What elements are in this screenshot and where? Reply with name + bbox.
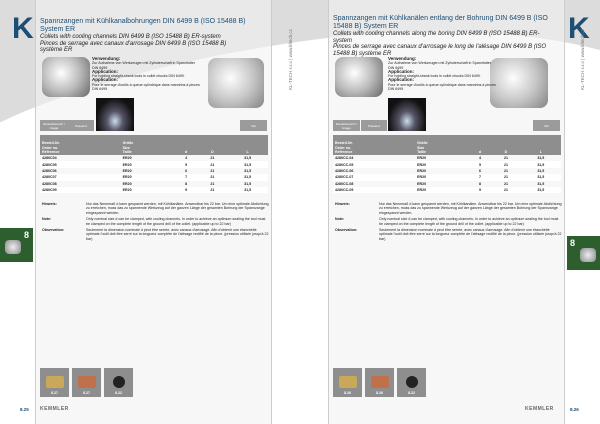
D-value: 21 (491, 161, 520, 167)
col-size: Größe Size Taille (415, 135, 469, 155)
d-value: 9 (175, 187, 198, 193)
d-value: 5 (175, 161, 198, 167)
D-value: 21 (210, 168, 215, 173)
order-number: 4280CC-08 (335, 181, 354, 186)
size: ER20 (417, 181, 427, 186)
L-value: 31,5 (537, 156, 545, 161)
D-value: 21 (491, 187, 520, 193)
notes-section (335, 202, 563, 243)
usage-heading: Application: (388, 77, 414, 83)
accessory-link[interactable]: 8.22 (104, 368, 133, 397)
order-number: 4280CC-07 (333, 174, 415, 180)
L-value: 31,5 (521, 187, 561, 193)
label-note: Note: (42, 217, 52, 222)
label-note: Note: (335, 217, 345, 222)
L-value: 31,5 (244, 181, 252, 186)
d-value: 6 (478, 168, 481, 173)
usage-desc: Pour le serrage d'outils à queue cylindrique dans mandrins à pinces DIN 6499. (388, 82, 496, 92)
collet-drawing (490, 58, 548, 108)
title-fr: Pinces de serrage avec canaux d'arrosage le long de l'alésage DIN 6499 B (ISO 15488 B) système ER (333, 44, 547, 57)
usage-desc: For holding straight-shank tools in collet chucks DIN 6499. (92, 74, 185, 79)
fitting-button[interactable]: Passend (361, 120, 387, 131)
size: ER20 (122, 181, 132, 186)
d-value: 7 (469, 174, 492, 180)
usage-text (92, 57, 202, 91)
d-value: 4 (478, 156, 481, 161)
size: ER20 (121, 187, 175, 193)
accessory-link[interactable]: 8.26 (365, 368, 394, 397)
L-value: 31,5 (244, 156, 252, 161)
size: ER20 (415, 174, 469, 180)
L-value: 31,5 (521, 174, 561, 180)
fitting-button[interactable]: Passend (68, 120, 94, 131)
L-value: 31,5 (537, 168, 545, 173)
title-en: Collets with cooling channels DIN 6499 B (ISO 15488 B) ER-system (40, 34, 221, 40)
kemmler-logo: K (568, 12, 590, 45)
d-value: 6 (185, 168, 188, 173)
D-value: 21 (503, 168, 508, 173)
D-value: 21 (491, 174, 520, 180)
brand-name: KEMMLER (40, 406, 69, 412)
title-de: Spannzangen mit Kühlkanälen entlang der Bohrung DIN 6499 B (ISO 15488 B) System ER (333, 15, 548, 30)
note-en: Only nominal size d can be clamped, with cooling channels. In order to achieve an optimum sealing the tool must be clamped on the complete length of the ground drill of the collet. (applicable up to 22 bar) (379, 217, 559, 226)
col-order: Bestell-Nr. Order no. Référence (40, 135, 121, 155)
note-de: Nur das Nennmaß d kann gespannt werden, mit Kühlkanälen. Anwendbar bis 22 bar. Um eine optimale Abdichtung zu erreichen, muss das zu spannende Werkzeug auf der ganzen Länge der gesamten Bohrung der Spannzange eingespannt werden. (86, 202, 269, 215)
usage-heading: Application: (388, 68, 414, 74)
collet-drawing (208, 58, 264, 108)
table-row (333, 187, 561, 193)
size: ER20 (415, 161, 469, 167)
L-value: 31,5 (227, 161, 268, 167)
company-website: KL-TECH s.r.o | www.kltech.cz (580, 29, 585, 90)
order-number: 4280CC-06 (335, 168, 354, 173)
d-value: 7 (175, 174, 198, 180)
size: ER20 (415, 187, 469, 193)
col-d: d (469, 135, 492, 155)
usage-heading: Verwendung: (388, 56, 417, 61)
title-de: Spannzangen mit Kühlkanalbohrungen DIN 6499 B (ISO 15488 B) System ER (40, 18, 246, 33)
note-fr: Seulement la dimension nominale d peut être serrée, avec canaux d'arrosage. Afin d'obtenir une étanchéité optimale l'outil doit être serré sur la longueur complète de l'alésage rectifié de la pince. (pression utilisée jusqu'à 22 bar) (379, 228, 562, 241)
note-fr: Seulement la dimension nominale d peut être serrée, avec canaux d'arrosage. Afin d'obtenir une étanchéité optimale l'outil doit être serré sur la longueur complète de l'alésage rectifié de la pince. (pression utilisée jusqu'à 22 bar) (86, 228, 269, 241)
size: ER20 (122, 168, 132, 173)
accessory-link[interactable]: 8.27 (72, 368, 101, 397)
note-de: Nur das Nennmaß d kann gespannt werden, mit Kühlkanälen. Anwendbar bis 22 bar. Um eine optimale Abdichtung zu erreichen, muss das zu spannende Werkzeug auf der ganzen Länge der gesamten Bohrung der Spannzange eingespannt werden. (379, 202, 562, 215)
usage-button[interactable]: Einsatzbereich / Usage (40, 120, 68, 131)
usage-text (388, 57, 498, 91)
collet-icon (580, 248, 596, 262)
collet-icon (5, 240, 21, 254)
accessory-link[interactable]: 8.26 (333, 368, 362, 397)
table-row (40, 187, 268, 193)
label-observation: Observation: (42, 228, 65, 233)
size: ER20 (121, 174, 175, 180)
usage-heading: Application: (92, 68, 118, 74)
kemmler-logo: K (12, 12, 34, 45)
order-number: 4280C07 (40, 174, 121, 180)
L-value: 31,5 (244, 168, 252, 173)
notes-section (42, 202, 270, 243)
d-value: 5 (469, 161, 492, 167)
chapter-tab-8[interactable]: 8 (567, 236, 600, 270)
usage-desc: Zur Aufnahme von Werkzeugen mit Zylinderschaft in Spannfutter DIN 6499. (92, 61, 196, 70)
order-number: 4280C05 (40, 161, 121, 167)
chapter-tab-8[interactable]: 8 (0, 228, 33, 262)
col-size: Größe Size Taille (121, 135, 175, 155)
info-button[interactable]: Info (533, 120, 560, 131)
size: ER20 (122, 156, 132, 161)
order-number: 4280C09 (40, 187, 121, 193)
product-table (40, 135, 268, 193)
label-hinweis: Hinweis: (42, 202, 57, 206)
collet-image (42, 57, 90, 97)
usage-button[interactable]: Einsatzbereich / Usage (333, 120, 360, 131)
note-en: Only nominal size d can be clamped, with cooling channels. In order to achieve an optimum sealing the tool must be clamped on the complete length of the ground drill of the collet. (applicable up to 22 bar) (86, 217, 266, 226)
size: ER20 (121, 161, 175, 167)
d-value: 4 (185, 156, 188, 161)
col-order: Bestell-Nr. Order no. Référence (333, 135, 415, 155)
usage-desc: Pour le serrage d'outils à queue cylindrique dans mandrins à pinces DIN 6499. (92, 82, 200, 92)
info-button[interactable]: Info (240, 120, 267, 131)
accessory-link[interactable]: 8.27 (40, 368, 69, 397)
d-value: 9 (469, 187, 492, 193)
D-value: 21 (210, 156, 215, 161)
D-value: 21 (198, 187, 228, 193)
col-D: D (491, 135, 520, 155)
product-table (333, 135, 561, 193)
usage-heading: Verwendung: (92, 56, 121, 61)
D-value: 21 (198, 174, 228, 180)
brand-name: KEMMLER (525, 406, 554, 412)
page-title (40, 18, 250, 54)
d-value: 8 (185, 181, 188, 186)
size: ER20 (417, 168, 427, 173)
col-L: L (521, 135, 561, 155)
usage-desc: For holding straight-shank tools in collet chucks DIN 6499. (388, 74, 481, 79)
L-value: 31,5 (227, 174, 268, 180)
coolant-flow-image (388, 98, 426, 131)
col-d: d (175, 135, 198, 155)
title-en: Collets with cooling channels along the boring DIN 6499 B (ISO 15488 B) ER-system (333, 31, 540, 44)
accessory-link[interactable]: 8.22 (397, 368, 426, 397)
label-hinweis: Hinweis: (335, 202, 350, 206)
order-number: 4280CC-04 (335, 156, 354, 161)
usage-heading: Application: (92, 77, 118, 83)
coolant-flow-image (96, 98, 134, 131)
D-value: 21 (503, 156, 508, 161)
order-number: 4280CC-09 (333, 187, 415, 193)
col-L: L (227, 135, 268, 155)
title-fr: Pinces de serrage avec canaux d'arrosage DIN 6499 B (ISO 15488 B) système ER (40, 40, 227, 54)
order-number: 4280C06 (42, 168, 57, 173)
usage-desc: Zur Aufnahme von Werkzeugen mit Zylinderschaft in Spannfutter DIN 6499. (388, 61, 492, 70)
L-value: 31,5 (227, 187, 268, 193)
D-value: 21 (210, 181, 215, 186)
D-value: 21 (198, 161, 228, 167)
size: ER20 (417, 156, 427, 161)
page-title (333, 15, 558, 57)
L-value: 31,5 (521, 161, 561, 167)
label-observation: Observation: (335, 228, 358, 233)
D-value: 21 (503, 181, 508, 186)
order-number: 4280C08 (42, 181, 57, 186)
d-value: 8 (478, 181, 481, 186)
order-number: 4280CC-05 (333, 161, 415, 167)
page-number: 8.25 (20, 407, 29, 412)
collet-image (335, 57, 383, 97)
page-number: 8.26 (570, 407, 579, 412)
L-value: 31,5 (537, 181, 545, 186)
col-D: D (198, 135, 228, 155)
order-number: 4280C04 (42, 156, 57, 161)
company-website: KL-TECH s.r.o | www.kltech.cz (288, 29, 293, 90)
